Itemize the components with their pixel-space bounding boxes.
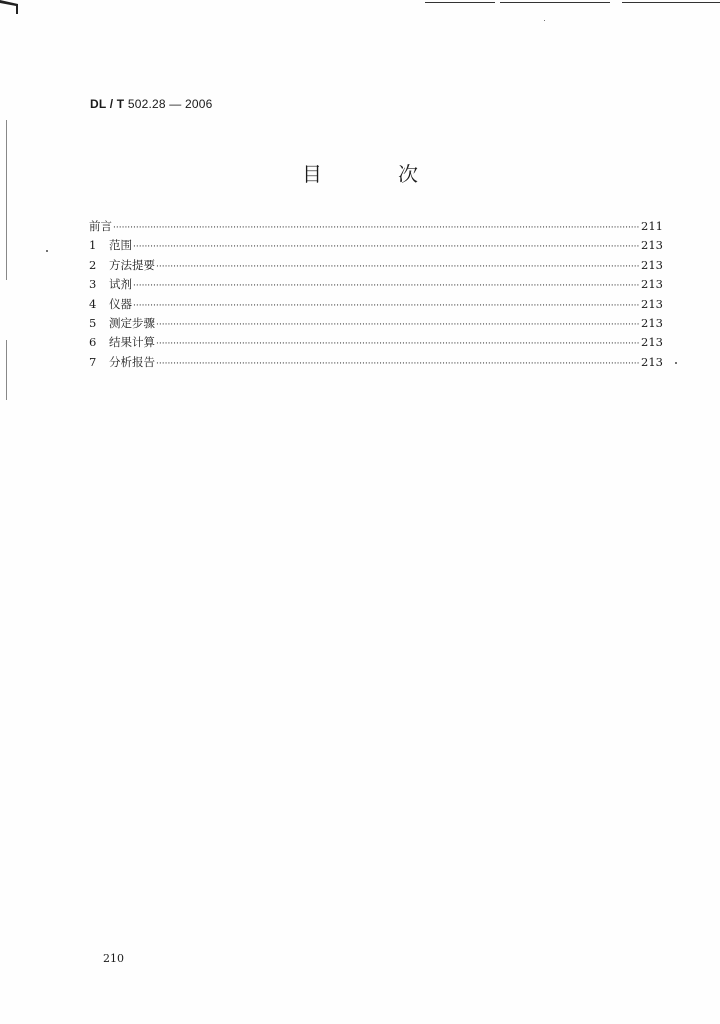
toc-leader-dots — [133, 297, 640, 316]
document-code-prefix: DL / T — [90, 97, 125, 111]
toc-entry-page: 213 — [641, 354, 663, 369]
toc-entry-label: 前言 — [89, 219, 112, 233]
scan-left-edge — [6, 340, 7, 400]
toc-entry-number: 6 — [89, 335, 97, 350]
toc-entry[interactable] — [89, 333, 663, 352]
scan-speck — [544, 20, 545, 21]
toc-entry-page: 213 — [641, 277, 663, 292]
toc-entry-label: 分析报告 — [109, 354, 155, 369]
toc-leader-dots — [113, 219, 640, 238]
toc-entry-number: 3 — [89, 277, 97, 292]
toc-entry-label: 仪器 — [109, 296, 132, 311]
scan-top-line — [425, 2, 495, 3]
toc-entry[interactable] — [89, 314, 663, 333]
scan-speck — [46, 250, 48, 252]
toc-entry[interactable] — [89, 236, 663, 255]
scan-speck — [675, 362, 677, 364]
table-of-contents — [89, 217, 663, 372]
toc-entry-page: 213 — [641, 335, 663, 350]
toc-title: 目 次 — [302, 162, 446, 186]
scan-left-edge — [6, 120, 7, 280]
toc-entry[interactable] — [89, 256, 663, 275]
document-code — [90, 97, 213, 111]
toc-entry-label: 结果计算 — [109, 335, 155, 350]
page-number: 210 — [103, 952, 124, 965]
scan-top-line — [500, 2, 610, 3]
toc-entry-number: 4 — [89, 296, 97, 311]
document-code-number: 502.28 — 2006 — [127, 97, 213, 111]
toc-entry-number: 7 — [89, 354, 97, 369]
toc-entry[interactable] — [89, 295, 663, 314]
toc-entry[interactable] — [89, 353, 663, 372]
toc-entry-number: 1 — [89, 238, 97, 253]
toc-leader-dots — [156, 355, 640, 374]
scan-corner-mark — [0, 0, 20, 14]
toc-entry[interactable] — [89, 275, 663, 294]
toc-entry-page: 213 — [641, 315, 663, 330]
toc-entry-number: 2 — [89, 257, 97, 272]
toc-leader-dots — [133, 277, 640, 296]
toc-entry-label: 试剂 — [109, 277, 132, 292]
toc-leader-dots — [156, 335, 640, 354]
toc-entry-label: 方法提要 — [109, 257, 155, 272]
toc-entry-label: 范围 — [109, 238, 132, 253]
scan-top-line — [622, 2, 720, 3]
toc-entry-page: 213 — [641, 238, 663, 253]
toc-entry[interactable] — [89, 217, 663, 236]
toc-entry-number: 5 — [89, 315, 97, 330]
toc-leader-dots — [156, 258, 640, 277]
toc-leader-dots — [133, 238, 640, 257]
toc-entry-page: 211 — [641, 219, 663, 233]
toc-entry-label: 测定步骤 — [109, 315, 155, 330]
toc-entry-page: 213 — [641, 296, 663, 311]
toc-leader-dots — [156, 316, 640, 335]
toc-entry-page: 213 — [641, 257, 663, 272]
